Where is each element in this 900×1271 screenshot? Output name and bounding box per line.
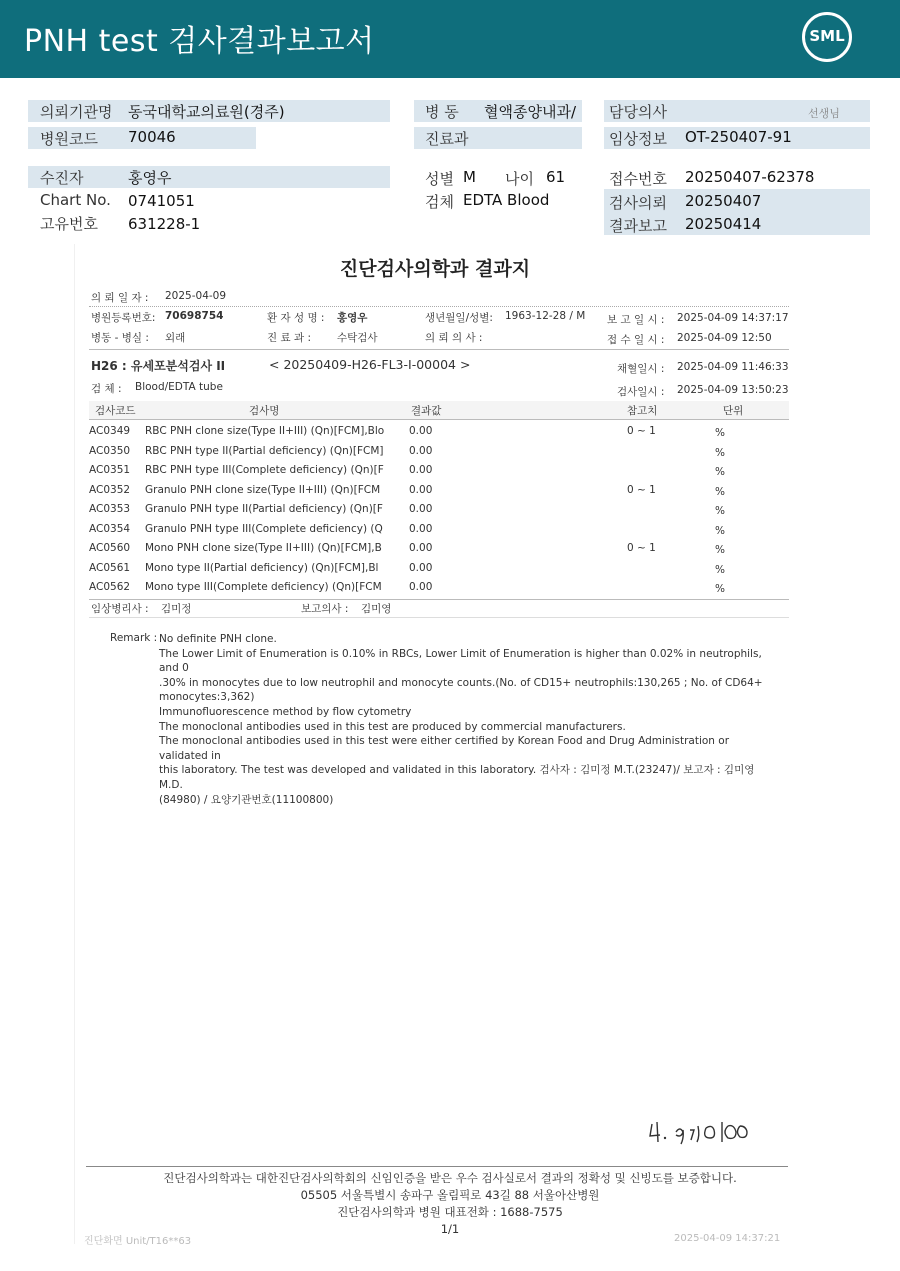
accession-number: < 20250409-H26-FL3-I-00004 > [269,357,471,372]
remark-line: this laboratory. The test was developed and validated in this laboratory. 검사자 : 김미정 M.T.(23247)/ 보고자 : 김미영 M.D. [159,764,755,791]
test-name: Mono type II(Partial deficiency) (Qn)[FCM],Bl [145,561,379,574]
unit: % [715,563,725,576]
divider [89,306,789,307]
sex-label: 성별 [425,170,454,188]
clinical-info-value: OT-250407-91 [685,128,792,146]
receipt-time-value: 2025-04-09 12:50 [677,332,772,344]
test-result: 0.00 [409,503,433,515]
institution-label: 의뢰기관명 [40,103,113,121]
table-row [89,559,789,579]
hospital-code-value: 70046 [128,128,176,146]
test-name: Granulo PNH type III(Complete deficiency) (Q [145,522,383,535]
table-row [89,578,789,598]
test-code: AC0560 [89,542,131,554]
patient-value: 홍영우 [128,169,172,187]
age-label: 나이 [505,170,534,188]
specimen-value: Blood/EDTA tube [135,381,223,393]
table-row [89,481,789,501]
report-label: 결과보고 [609,217,667,235]
report-time-value: 2025-04-09 14:37:17 [677,312,789,324]
divider [89,419,789,420]
column-header: 검사코드 [95,405,136,417]
test-name: Granulo PNH type II(Partial deficiency) (Qn)[F [145,503,383,515]
remark-line: Immunofluorescence method by flow cytometry [159,705,412,718]
reporter-value: 김미영 [361,603,392,615]
results-table-header [89,401,789,419]
test-result: 0.00 [409,464,433,476]
receipt-time-label: 접 수 일 시 : [607,334,665,346]
patient-name-label: 환 자 성 명 : [267,312,325,324]
dept-label: 진 료 과 : [267,332,311,344]
pathologist-value: 김미정 [161,603,192,615]
remark-text [159,632,779,807]
request-date-label: 의 뢰 일 자 : [91,292,149,304]
id-label: 고유번호 [40,215,98,233]
table-row [89,422,789,442]
test-code: AC0351 [89,464,131,476]
remark-label: Remark : [110,632,158,644]
collect-time-label: 채혈일시 : [617,363,665,375]
reference-range: 0 ~ 1 [627,542,656,554]
doctor-suffix: 선생님 [808,107,840,120]
table-row [89,442,789,462]
specimen-value: EDTA Blood [463,191,550,209]
test-result: 0.00 [409,542,433,554]
unit: % [715,485,725,498]
specimen-label: 검체 [425,193,454,211]
hospital-code-label: 병원코드 [40,130,98,148]
report-title: 진단검사의학과 결과지 [339,258,531,280]
chart-value: 0741051 [128,192,195,210]
test-title: H26 : 유세포분석검사 II [91,359,226,373]
reference-range: 0 ~ 1 [627,425,656,437]
table-row [89,520,789,540]
test-code: AC0353 [89,503,131,515]
reporter-label: 보고의사 : [301,603,349,615]
unit: % [715,524,725,537]
column-header: 단위 [723,405,744,417]
report-value: 20250414 [685,215,762,233]
unit: % [715,446,725,459]
test-result: 0.00 [409,522,433,535]
test-name: RBC PNH type III(Complete deficiency) (Qn)[F [145,464,384,476]
divider [89,349,789,350]
test-result: 0.00 [409,483,433,496]
faint-unit-text: 진단화면 Unit/T16**63 [84,1236,192,1247]
remark-line: The Lower Limit of Enumeration is 0.10% in RBCs, Lower Limit of Enumeration is higher than 0.02% in neutrophils, and 0 [159,647,762,675]
test-code: AC0562 [89,581,131,593]
table-row [89,500,789,520]
test-result: 0.00 [409,425,433,437]
request-label: 검사의뢰 [609,194,667,212]
request-value: 20250407 [685,192,762,210]
age-value: 61 [546,168,566,186]
column-header: 검사명 [249,405,280,417]
id-value: 631228-1 [128,215,201,233]
reg-no-label: 병원등록번호: [91,312,156,324]
table-row [89,539,789,559]
test-name: Granulo PNH clone size(Type II+III) (Qn)[FCM [145,483,381,496]
remark-line: monocytes:3,362) [159,691,255,704]
unit: % [715,427,725,439]
request-date-value: 2025-04-09 [165,290,227,302]
clinical-info-label: 임상정보 [609,130,667,148]
certification-text: 진단검사의학과는 대한진단검사의학회의 신임인증을 받은 우수 검사실로서 결과의 정확성 및 신빙도를 보증합니다. [163,1171,737,1185]
test-result: 0.00 [409,561,433,574]
test-code: AC0352 [89,483,131,496]
dept-label: 진료과 [425,130,469,148]
patient-info [0,0,900,240]
test-result: 0.00 [409,581,433,593]
ward-value: 혈액종양내과/ [484,103,576,121]
ward-label: 병 동 [425,103,459,121]
reg-no-value: 70698754 [165,310,224,322]
handwritten-signature [648,1108,778,1148]
test-name: RBC PNH clone size(Type II+III) (Qn)[FCM],Blo [145,425,385,437]
test-code: AC0349 [89,425,131,437]
page-title: PNH test 검사결과보고서 [24,24,375,59]
institution-value: 동국대학교의료원(경주) [128,103,285,121]
divider [89,599,789,600]
column-header: 결과값 [411,405,442,417]
table-row [89,461,789,481]
test-code: AC0354 [89,522,131,535]
reference-range: 0 ~ 1 [627,483,656,496]
doctor-label: 담당의사 [609,103,667,121]
patient-name-value: 홍영우 [337,312,368,324]
logo-text: SML [809,27,845,45]
specimen-label: 검 체 : [91,383,122,395]
faint-timestamp: 2025-04-09 14:37:21 [674,1233,781,1244]
dept-value: 수탁검사 [337,332,378,344]
remark-line: The monoclonal antibodies used in this test were either certified by Korean Food and Drug Administration or validated in [159,735,730,762]
chart-label: Chart No. [40,191,111,209]
test-name: Mono type III(Complete deficiency) (Qn)[FCM [145,581,382,593]
reception-label: 접수번호 [609,170,667,188]
unit: % [715,466,725,478]
unit: % [715,505,725,517]
test-name: Mono PNH clone size(Type II+III) (Qn)[FCM],B [145,542,382,554]
reception-value: 20250407-62378 [685,168,815,186]
dob-label: 생년월일/성별: [425,312,493,324]
unit: % [715,544,725,556]
collect-time-value: 2025-04-09 11:46:33 [677,361,789,373]
test-code: AC0350 [89,444,131,457]
lab-report [74,244,794,1244]
test-name: RBC PNH type II(Partial deficiency) (Qn)[FCM] [145,444,384,457]
ward-value: 외래 [165,332,186,344]
test-code: AC0561 [89,561,131,574]
dob-value: 1963-12-28 / M [505,310,586,322]
unit: % [715,583,725,595]
remark-line: .30% in monocytes due to low neutrophil and monocyte counts.(No. of CD15+ neutrophils:130,265 ; No. of CD64+ [159,676,763,689]
patient-label: 수진자 [40,169,84,187]
divider [89,617,789,618]
test-time-value: 2025-04-09 13:50:23 [677,384,789,396]
page-number: 1/1 [440,1222,460,1236]
contact-text: 진단검사의학과 병원 대표전화 : 1688-7575 [337,1205,563,1219]
address-text: 05505 서울특별시 송파구 올림픽로 43길 88 서울아산병원 [300,1188,600,1202]
ward-label: 병동 - 병실 : [91,332,149,344]
test-result: 0.00 [409,444,433,457]
test-time-label: 검사일시 : [617,386,665,398]
remark-line: The monoclonal antibodies used in this test are produced by commercial manufacturers. [159,720,626,733]
physician-label: 의 뢰 의 사 : [425,332,483,344]
sex-value: M [463,168,476,186]
remark-line: (84980) / 요양기관번호(11100800) [159,793,334,806]
remark-line: No definite PNH clone. [159,633,277,645]
footer-divider [86,1166,788,1167]
report-time-label: 보 고 일 시 : [607,314,665,326]
pathologist-label: 임상병리사 : [91,603,149,615]
column-header: 참고치 [627,405,658,417]
